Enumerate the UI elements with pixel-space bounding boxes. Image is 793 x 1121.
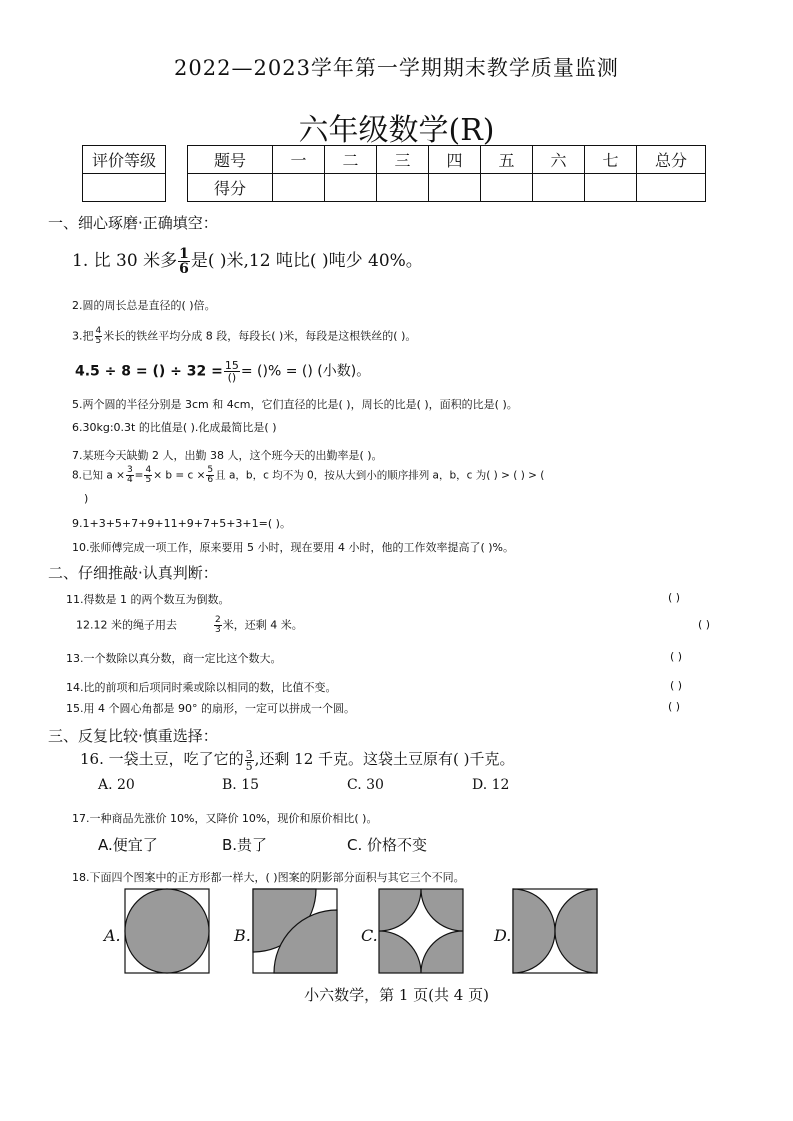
grade-value [83,174,166,202]
score-cell: 六 [533,146,585,174]
answer-paren[interactable]: ( ) [668,591,681,604]
section3-heading: 三、反复比较·慎重选择： [48,727,218,745]
figure-d[interactable] [512,888,598,974]
option-c[interactable]: C. 价格不变 [347,836,428,854]
question-9: 9.1+3+5+7+9+11+9+7+5+3+1=( )。 [72,517,291,530]
question-1: 1. 比 30 米多 $\frac{1}{6}$ 是( )米,12 吨比( )吨少 40%。 [72,246,423,277]
figure-label-a[interactable]: A. [104,926,121,945]
score-cell: 一 [273,146,325,174]
option-a[interactable]: A. 20 [98,777,135,793]
question-13: 13.一个数除以真分数，商一定比这个数大。 [66,652,282,665]
score-cell: 四 [429,146,481,174]
section2-heading: 二、仔细推敲·认真判断： [48,564,218,582]
exam-title: 2022—2023学年第一学期期末教学质量监测 [174,56,619,80]
question-4: 4.5 ÷ 8 = () ÷ 32 = $\frac{15}{()}$ = ()% = () (小数)。 [75,359,371,384]
score-table-header-row [188,146,706,174]
section1-heading: 一、细心琢磨·正确填空： [48,214,218,232]
fraction: $\frac{4}{5}$ [95,326,102,346]
figure-label-b[interactable]: B. [234,926,251,945]
question-2: 2.圆的周长总是直径的( )倍。 [72,299,216,312]
figure-label-d[interactable]: D. [494,926,512,945]
option-a[interactable]: A.便宜了 [98,836,158,854]
score-table-score-row [188,174,706,202]
score-blank[interactable] [481,174,533,202]
fraction: $\frac{3}{5}$ [245,747,253,773]
grade-label: 评价等级 [83,146,166,174]
fraction: $\frac{3}{4}$ [126,465,133,485]
page-footer: 小六数学，第 1 页(共 4 页) [304,986,489,1004]
figure-c[interactable] [378,888,464,974]
figure-b[interactable] [252,888,338,974]
fraction: $\frac{15}{()}$ [224,359,239,384]
score-cell: 题号 [188,146,273,174]
question-16: 16. 一袋土豆，吃了它的 $\frac{3}{5}$ ,还剩 12 千克。这袋土豆原有( )千克。 [80,747,515,773]
score-blank[interactable] [585,174,637,202]
question-8-cont: ) [84,492,89,505]
question-6: 6.30kg:0.3t 的比值是( ).化成最简比是( ) [72,421,277,434]
fraction: $\frac{4}{5}$ [145,465,152,485]
score-row-label: 得分 [188,174,273,202]
question-7: 7.某班今天缺勤 2 人，出勤 38 人，这个班今天的出勤率是( )。 [72,449,383,462]
question-17: 17.一种商品先涨价 10%，又降价 10%，现价和原价相比( )。 [72,812,378,825]
answer-paren[interactable]: ( ) [668,700,681,713]
question-3: 3.把 $\frac{4}{5}$ 米长的铁丝平均分成 8 段，每段长( )米，每段是这根铁丝的( )。 [72,326,417,346]
question-18: 18.下面四个图案中的正方形都一样大，( )图案的阴影部分面积与其它三个不同。 [72,871,465,884]
score-table [187,145,706,202]
figure-a[interactable] [124,888,210,974]
figure-label-c[interactable]: C. [361,926,378,945]
question-12: 12.12 米的绳子用去 $\frac{2}{3}$ 米，还剩 4 米。 [76,615,303,635]
answer-paren[interactable]: ( ) [670,650,683,663]
question-14: 14.比的前项和后项同时乘或除以相同的数，比值不变。 [66,681,337,694]
answer-paren[interactable]: ( ) [698,618,711,631]
question-11: 11.得数是 1 的两个数互为倒数。 [66,593,230,606]
exam-subtitle: 六年级数学(R) [298,113,495,148]
score-cell: 二 [325,146,377,174]
score-blank[interactable] [273,174,325,202]
score-cell: 七 [585,146,637,174]
answer-paren[interactable]: ( ) [670,679,683,692]
option-c[interactable]: C. 30 [347,777,384,793]
question-15: 15.用 4 个圆心角都是 90° 的扇形，一定可以拼成一个圆。 [66,702,355,715]
score-blank[interactable] [533,174,585,202]
fraction: $\frac{5}{6}$ [207,465,214,485]
question-5: 5.两个圆的半径分别是 3cm 和 4cm，它们直径的比是( )，周长的比是( )，面积的比是( )。 [72,398,518,411]
score-blank[interactable] [637,174,706,202]
option-d[interactable]: D. 12 [472,777,510,793]
score-blank[interactable] [377,174,429,202]
score-blank[interactable] [325,174,377,202]
question-10: 10.张师傅完成一项工作，原来要用 5 小时，现在要用 4 小时，他的工作效率提高了( )%。 [72,541,515,554]
option-b[interactable]: B. 15 [222,777,260,793]
fraction: $\frac{2}{3}$ [215,615,221,635]
fraction: $\frac{1}{6}$ [179,246,189,277]
grade-box [82,145,166,202]
question-8: 8.已知 a × $\frac{3}{4}$ = $\frac{4}{5}$ × b = c × $\frac{5}{6}$ 且 a，b，c 均不为 0，按从大到小的顺序排列 a，b，c 为( ) > ( ) > ( [72,465,545,485]
score-blank[interactable] [429,174,481,202]
score-cell: 五 [481,146,533,174]
score-cell: 三 [377,146,429,174]
score-cell: 总分 [637,146,706,174]
option-b[interactable]: B.贵了 [222,836,268,854]
